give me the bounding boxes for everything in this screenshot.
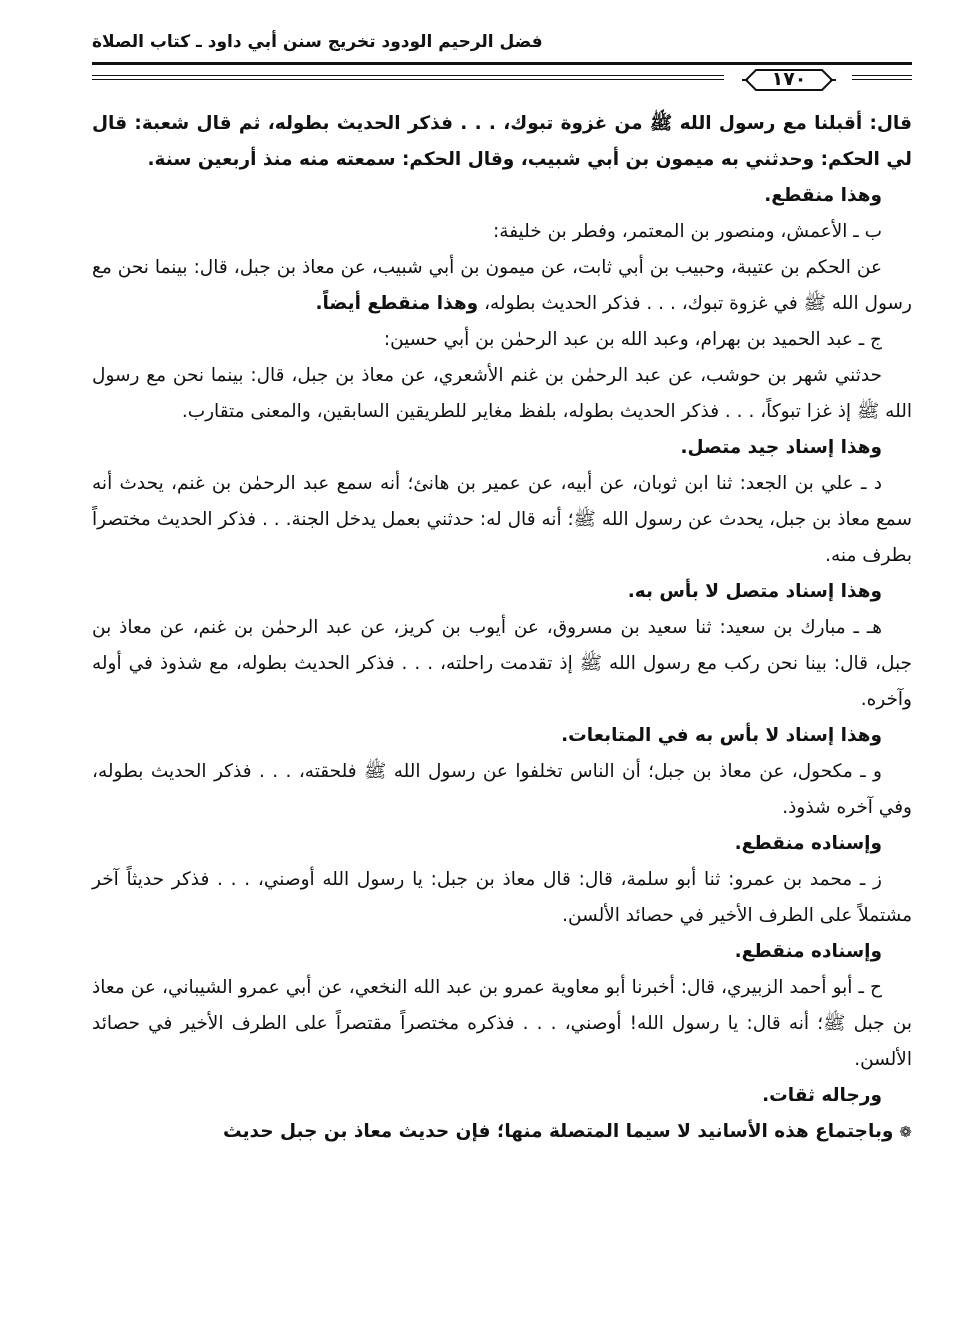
paragraph-verdict: وهذا إسناد جيد متصل.	[680, 437, 882, 458]
paragraph-route-d: د ـ علي بن الجعد: ثنا ابن ثوبان، عن أبيه، عن عمير بن هانئ؛ أنه سمع عبد الرحمٰن بن غنم، يحدث أنه سمع معاذ بن جبل، يحدث عن رسول الله ﷺ؛ أنه قال له: حدثني بعمل يدخل الجنة. . . فذكر الحديث مختصراً بطرف منه.	[92, 473, 912, 566]
paragraph-verdict: وهذا إسناد متصل لا بأس به.	[627, 581, 882, 602]
header-rule-thick	[92, 62, 912, 65]
page-number-ornament	[742, 66, 836, 94]
book-page	[92, 22, 912, 1322]
route-b-verdict: وهذا منقطع أيضاً.	[315, 293, 479, 314]
conclusion-text: وباجتماع هذه الأسانيد لا سيما المتصلة منها؛ فإن حديث معاذ بن جبل حديث	[223, 1121, 894, 1142]
paragraph-route-e: هـ ـ مبارك بن سعيد: ثنا سعيد بن مسروق، عن أيوب بن كريز، عن عبد الرحمٰن بن غنم، عن معاذ بن جبل، قال: بينا نحن ركب مع رسول الله ﷺ إذ تقدمت راحلته، . . . فذكر الحديث بطوله، مع شذوذ في أوله وآخره.	[92, 617, 912, 710]
page-header	[92, 22, 912, 94]
paragraph-route-b	[92, 250, 912, 322]
paragraph-hadith-text: قال: أقبلنا مع رسول الله ﷺ من غزوة تبوك، . . . فذكر الحديث بطوله، ثم قال شعبة: قال لي الحكم: وحدثني به ميمون بن أبي شبيب، وقال الحكم: سمعته منه منذ أربعين سنة.	[92, 113, 912, 170]
paragraph-verdict: وإسناده منقطع.	[734, 941, 882, 962]
paragraph-route-h: ح ـ أبو أحمد الزبيري، قال: أخبرنا أبو معاوية عمرو بن عبد الله النخعي، عن أبي عمرو الشيباني، عن معاذ بن جبل ﷺ؛ أنه قال: يا رسول الله! أوصني، . . . فذكره مختصراً مقتصراً على الطرف الأخير في حصائد الألسن.	[92, 977, 912, 1070]
paragraph-conclusion	[92, 1114, 912, 1150]
paragraph-verdict: وهذا منقطع.	[764, 185, 882, 206]
page-body	[92, 106, 912, 1150]
paragraph-route-b-heading: ب ـ الأعمش، ومنصور بن المعتمر، وفطر بن خليفة:	[493, 221, 882, 242]
header-rule-double-right	[852, 75, 912, 80]
page-number: ١٧٠	[771, 68, 807, 90]
paragraph-route-g: ز ـ محمد بن عمرو: ثنا أبو سلمة، قال: قال معاذ بن جبل: يا رسول الله أوصني، . . . فذكر حديثاً آخر مشتملاً على الطرف الأخير في حصائد الألسن.	[92, 869, 912, 926]
flower-bullet-icon: ❁	[899, 1123, 912, 1141]
paragraph-route-c-heading: ج ـ عبد الحميد بن بهرام، وعبد الله بن عبد الرحمٰن بن أبي حسين:	[383, 329, 882, 350]
paragraph-route-f: و ـ مكحول، عن معاذ بن جبل؛ أن الناس تخلفوا عن رسول الله ﷺ فلحقته، . . . فذكر الحديث بطوله، وفي آخره شذوذ.	[92, 761, 912, 818]
header-rule-double-left	[92, 75, 724, 80]
paragraph-verdict: ورجاله ثقات.	[762, 1085, 882, 1106]
paragraph-verdict: وهذا إسناد لا بأس به في المتابعات.	[561, 725, 882, 746]
paragraph-route-c: حدثني شهر بن حوشب، عن عبد الرحمٰن بن غنم الأشعري، عن معاذ بن جبل، قال: بينما نحن مع رسول الله ﷺ إذ غزا تبوكاً، . . . فذكر الحديث بطوله، بلفظ مغاير للطريقين السابقين، والمعنى متقارب.	[92, 365, 912, 422]
route-b-text: عن الحكم بن عتيبة، وحبيب بن أبي ثابت، عن ميمون بن أبي شبيب، عن معاذ بن جبل، قال: بينما نحن مع رسول الله ﷺ في غزوة تبوك، . . . فذكر الحديث بطوله،	[92, 257, 912, 314]
paragraph-verdict: وإسناده منقطع.	[734, 833, 882, 854]
running-title: فضل الرحيم الودود تخريج سنن أبي داود ـ كتاب الصلاة	[92, 32, 543, 52]
